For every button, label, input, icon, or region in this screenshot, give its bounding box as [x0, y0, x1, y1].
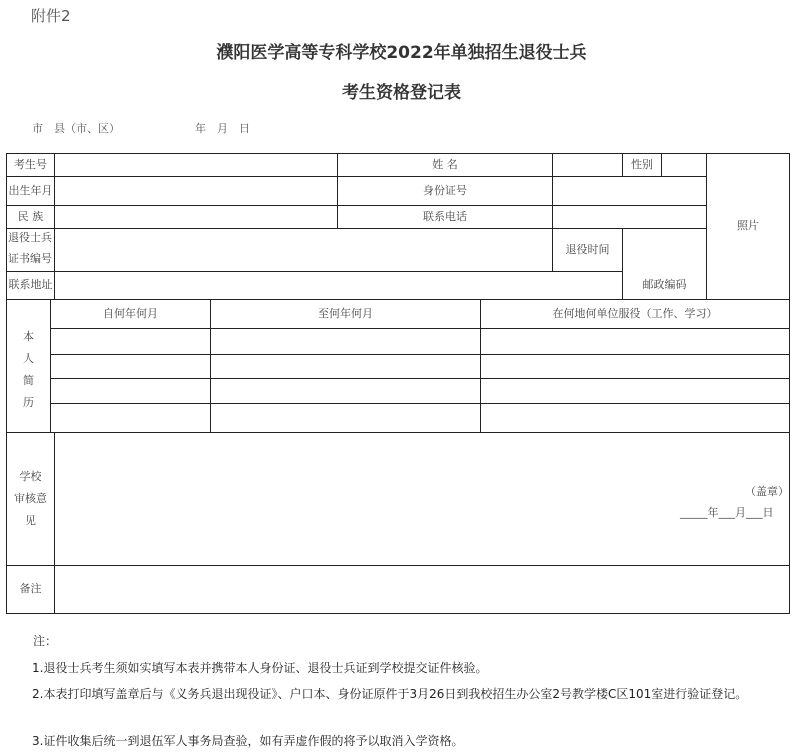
note-item-1: 1.退役士兵考生须如实填写本表并携带本人身份证、退役士兵证到学校提交证件核验。 — [32, 661, 488, 675]
id-number-label: 身份证号 — [423, 183, 467, 197]
address-field[interactable] — [55, 272, 622, 299]
resume-char-3: 简 — [23, 374, 34, 387]
region-line: 市 县（市、区） — [32, 122, 120, 135]
form-title-line1: 濮阳医学高等专科学校2022年单独招生退役士兵 — [216, 43, 587, 63]
review-label-line1: 学校 — [19, 470, 42, 483]
exam-number-field[interactable] — [55, 154, 337, 176]
review-date-line: _____年___月___日 — [680, 506, 774, 519]
postcode-label: 邮政编码 — [642, 278, 687, 292]
note-item-2: 2.本表打印填写盖章后与《义务兵退出现役证》、户口本、身份证原件于3月26日到我校招生办公室2号教学楼C区101室进行验证登记。 — [32, 687, 748, 701]
retire-time-label: 退役时间 — [565, 242, 610, 256]
gender-label: 性别 — [631, 157, 653, 171]
attachment-label: 附件2 — [31, 7, 71, 25]
resume-header-to: 至何年何月 — [318, 306, 373, 320]
address-label: 联系地址 — [8, 278, 53, 292]
resume-row[interactable] — [51, 355, 789, 378]
review-label-line2: 审核意 — [14, 492, 47, 505]
remark-label: 备注 — [19, 582, 42, 596]
nation-field[interactable] — [55, 206, 337, 228]
name-label: 姓 名 — [432, 157, 458, 171]
veteran-cert-label — [8, 231, 54, 271]
phone-label: 联系电话 — [423, 209, 467, 223]
id-number-field[interactable] — [553, 177, 706, 205]
stamp-label: （盖章） — [745, 485, 789, 498]
note-item-3: 3.证件收集后统一到退伍军人事务局查验，如有弄虚作假的将予以取消入学资格。 — [32, 734, 464, 748]
birth-label: 出生年月 — [8, 183, 53, 197]
resume-char-1: 本 — [23, 330, 34, 343]
veteran-cert-label-line2: 证书编号 — [8, 251, 52, 265]
notes-title: 注： — [33, 634, 58, 648]
resume-header-place: 在何地何单位服役（工作、学习） — [552, 306, 718, 320]
resume-header-from: 自何年何月 — [103, 306, 158, 320]
photo-box — [707, 154, 789, 299]
phone-field[interactable] — [553, 206, 706, 228]
review-label — [7, 466, 54, 532]
birth-field[interactable] — [55, 177, 337, 205]
veteran-cert-field[interactable] — [55, 229, 552, 271]
review-label-line3: 见 — [25, 514, 36, 527]
resume-label — [7, 326, 50, 414]
nation-label: 民 族 — [17, 209, 44, 223]
photo-label: 照片 — [737, 219, 759, 233]
retire-time-field[interactable] — [623, 229, 706, 271]
exam-number-label: 考生号 — [14, 157, 47, 171]
date-header: 年 月 日 — [195, 122, 250, 135]
resume-char-2: 人 — [23, 352, 34, 365]
resume-row[interactable] — [51, 329, 789, 354]
resume-row[interactable] — [51, 404, 789, 432]
name-field[interactable] — [553, 154, 622, 176]
veteran-cert-label-line1: 退役士兵 — [8, 231, 52, 244]
gender-field[interactable] — [662, 154, 706, 176]
resume-char-4: 历 — [23, 396, 34, 409]
form-title-line2: 考生资格登记表 — [342, 83, 461, 103]
resume-row[interactable] — [51, 379, 789, 403]
remark-field[interactable] — [55, 566, 789, 613]
